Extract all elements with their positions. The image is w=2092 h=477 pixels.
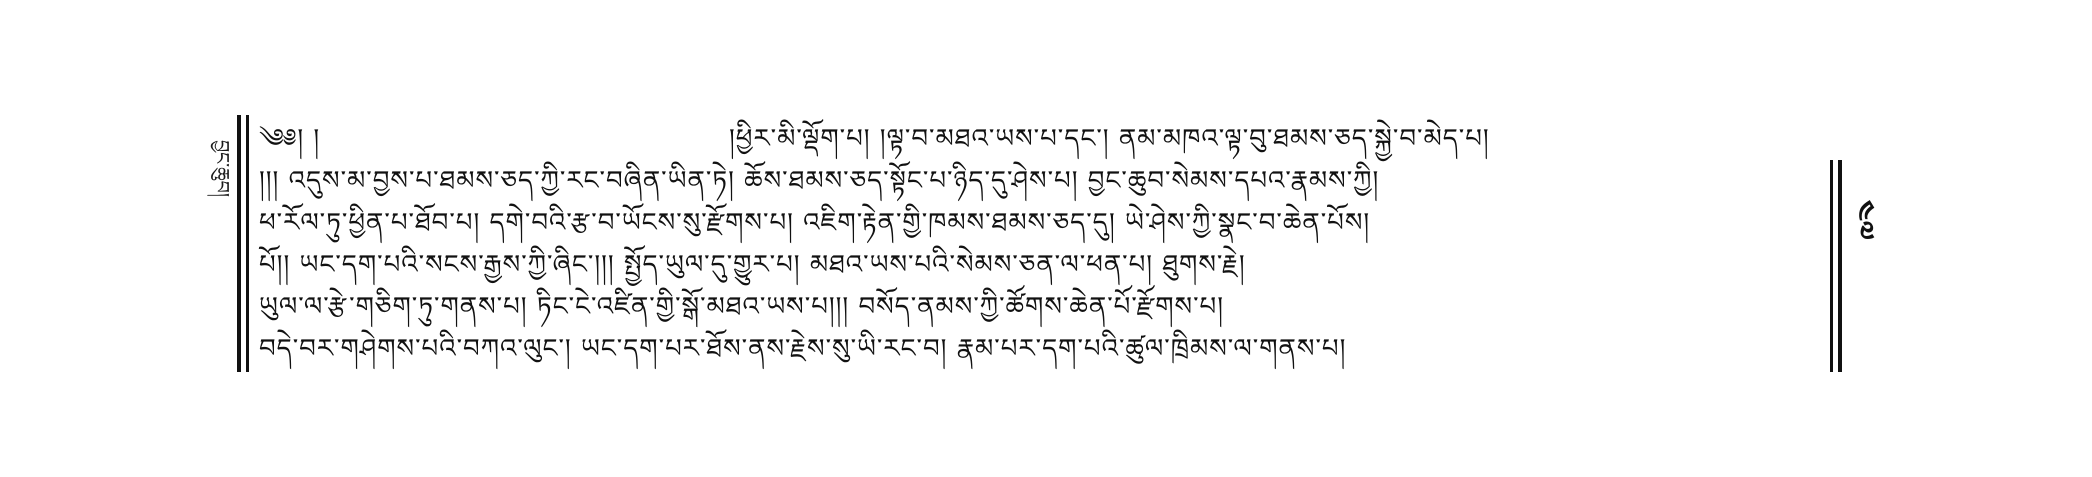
text-line-4: ཡུལ་ལ་རྩེ་གཅིག་ཏུ་གནས་པ། ཏིང་ངེ་འཛིན་གྱི་སྒོ་མཐའ་ཡས་པ།།། བསོད་ནམས་ཀྱི་ཚོགས་ཆེན་པོ་རྫོགས་པ། <box>259 292 1224 322</box>
text-line-3: པོ།། ཡང་དག་པའི་སངས་རྒྱས་ཀྱི་ཞིང་།།། སྤྱོད་ཡུལ་དུ་གྱུར་པ། མཐའ་ཡས་པའི་སེམས་ཅན་ལ་ཕན་པ། ཐུགས་རྗེ། <box>259 250 1246 280</box>
text-line-5: བདེ་བར་གཤེགས་པའི་བཀའ་ལུང་། ཡང་དག་པར་ཐོས་ནས་རྗེས་སུ་ཡི་རང་བ། རྣམ་པར་དག་པའི་ཚུལ་ཁྲིམས་ལ་གནས་པ། <box>259 334 1347 364</box>
left-inner-border <box>246 115 249 372</box>
right-inner-border <box>1830 160 1833 372</box>
margin-annotation: བྱང་ཆུབ། <box>211 140 233 198</box>
left-outer-border <box>237 115 241 372</box>
folio-number: ༤༧ <box>1845 200 1880 240</box>
right-outer-border <box>1838 160 1842 372</box>
manuscript-folio <box>237 115 1842 372</box>
heading-line <box>259 119 1824 159</box>
opening-mark: ༄༅། ། <box>259 124 321 154</box>
text-line-2: ཕ་རོལ་ཏུ་ཕྱིན་པ་ཐོབ་པ། དགེ་བའི་རྩ་བ་ཡོངས་སུ་རྫོགས་པ། འཇིག་རྟེན་གྱི་ཁམས་ཐམས་ཅད་དུ། ཡེ་ཤེས་ཀྱི་སྣང་བ་ཆེན་པོས། <box>259 208 1371 238</box>
heading-title: །ཕྱིར་མི་ལྡོག་པ། །ལྟ་བ་མཐའ་ཡས་པ་དང་། ནམ་མཁའ་ལྟ་བུ་ཐམས་ཅད་སྐྱེ་བ་མེད་པ། <box>729 124 1490 154</box>
text-line-1: །།། འདུས་མ་བྱས་པ་ཐམས་ཅད་ཀྱི་རང་བཞིན་ཡིན་ཏེ། ཆོས་ཐམས་ཅད་སྟོང་པ་ཉིད་དུ་ཤེས་པ། བྱང་ཆུབ་སེམས་དཔའ་རྣམས་ཀྱི། <box>259 166 1380 196</box>
